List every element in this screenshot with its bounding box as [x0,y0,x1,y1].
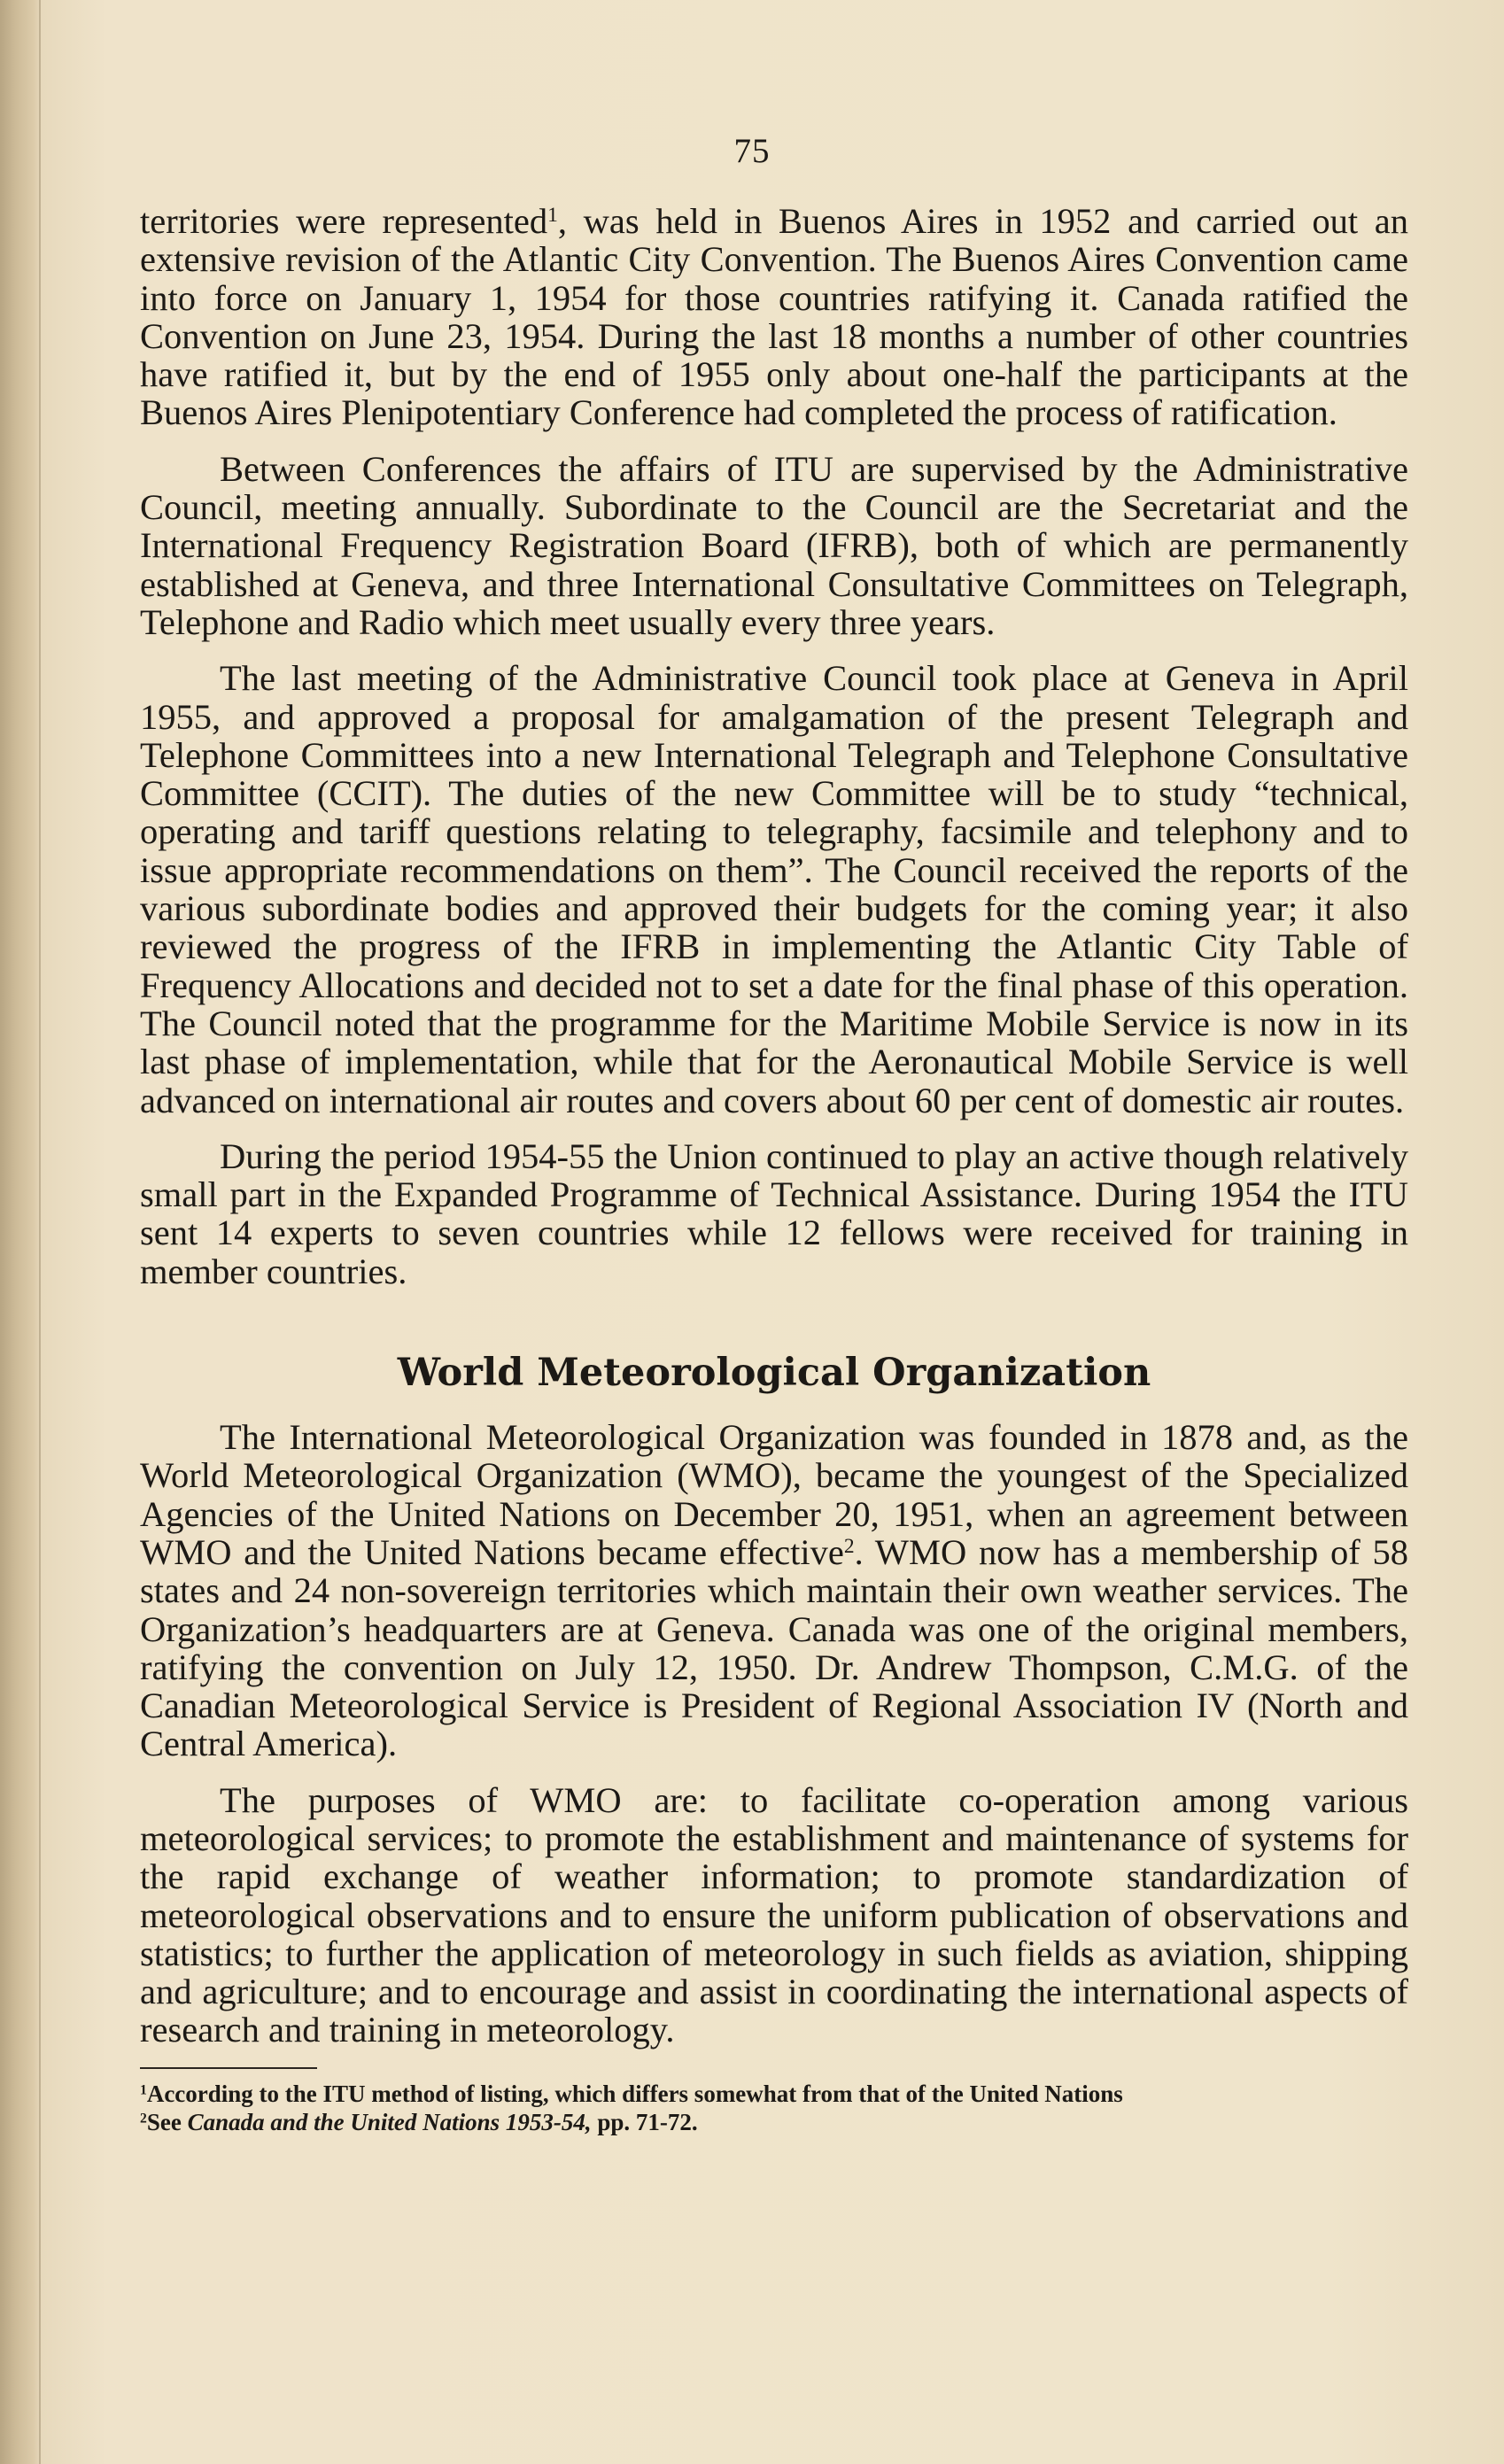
page-number: 75 [733,132,771,170]
paragraph-text: territories were represented [140,201,548,241]
wmo-paragraph-history [140,1418,1408,1763]
footnote-2 [140,2108,1408,2136]
book-spine-shadow [0,0,41,2464]
itu-paragraph-continued [140,202,1408,432]
itu-paragraph-technical-assistance: During the period 1954-55 the Union continued to play an active though relatively small part in the Expanded Programme of Technical Assistance. During 1954 the ITU sent 14 experts to seven countries while 12 fellows were received for training in member countries. [140,1135,1408,1291]
footnote-ref-2: 2 [843,1535,855,1558]
footnote-divider [140,2067,317,2069]
footnote-1 [140,2080,1408,2108]
footnote-citation-title: Canada and the United Nations 1953-54, [187,2108,592,2135]
paragraph-text: , was held in Buenos Aires in 1952 and carried out an extensive revision of the Atlantic City Convention. The Buenos Aires Convention came into force on January 1, 1954 for those countries ratifying it. Canada ratified the Convention on June 23, 1954. During the last 18 months a number of other countries have ratified it, but by the end of 1955 only about one-half the participants at the Buenos Aires Plenipotentiary Conference had completed the process of ratification. [140,201,1408,433]
footnote-text: According to the ITU method of listing, which differs somewhat from that of the United Nations [146,2080,1123,2107]
footnote-mark: 2 [140,2111,147,2127]
section-heading-wmo: World Meteorological Organization [397,1351,1151,1396]
page-body [140,202,1408,2136]
footnote-ref-1: 1 [547,204,558,228]
footnote-mark: 1 [140,2082,147,2098]
footnote-text: See [146,2108,188,2135]
footnote-text: pp. 71-72. [591,2108,698,2135]
gutter-line [39,0,41,2464]
paragraph-text: The International Meteorological Organization was founded in 1878 and, as the World Meteorological Organization (WMO), became the youngest of the Specialized Agencies of the United Nations on December 20, 1951, when an agreement between WMO and the United Nations became effective [140,1417,1408,1572]
paragraph-text: . WMO now has a membership of 58 states and 24 non-sovereign territories which maintain their own weather services. The Organization’s headquarters are at Geneva. Canada was one of the original members, ratifying the convention on July 12, 1950. Dr. Andrew Thompson, C.M.G. of the Canadian Meteorological Service is President of Regional Association IV (North and Central America). [140,1531,1408,1764]
wmo-paragraph-purposes: The purposes of WMO are: to facilitate co-operation among various meteorological services; to promote the establishment and maintenance of systems for the rapid exchange of weather information; to promote standardization of meteorological observations and to ensure the uniform publication of observations and statistics; to further the application of meteorology in such fields as aviation, shipping and agriculture; and to encourage and assist in coordinating the international aspects of research and training in meteorology. [140,1779,1408,2050]
itu-paragraph-last-meeting: The last meeting of the Administrative Council took place at Geneva in April 1955, and approved a proposal for amalgamation of the present Telegraph and Telephone Committees into a new International Telegraph and Telephone Consultative Committee (CCIT). The duties of the new Committee will be to study “technical, operating and tariff questions relating to telegraphy, facsimile and telephony and to issue appropriate recommendations on them”. The Council received the reports of the various subordinate bodies and approved their budgets for the coming year; it also reviewed the progress of the IFRB in implementing the Atlantic City Table of Frequency Allocations and decided not to set a date for the final phase of this operation. The Council noted that the programme for the Maritime Mobile Service is now in its last phase of implementation, while that for the Aeronautical Mobile Service is well advanced on international air routes and covers about 60 per cent of domestic air routes. [140,658,1408,1120]
itu-paragraph-administrative-council: Between Conferences the affairs of ITU are supervised by the Administrative Council, meeting annually. Subordinate to the Council are the Secretariat and the International Frequency Registration Board (IFRB), both of which are permanently established at Geneva, and three International Consultative Committees on Telegraph, Telephone and Radio which meet usually every three years. [140,448,1408,642]
